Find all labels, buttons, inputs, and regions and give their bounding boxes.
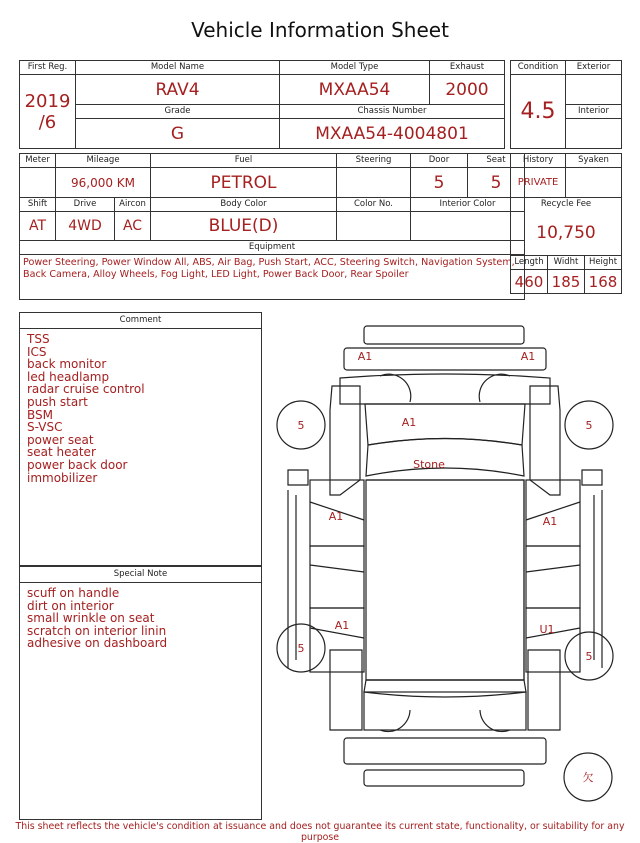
exterior-label: Exterior xyxy=(566,61,622,75)
first-reg-label: First Reg. xyxy=(20,61,76,75)
grade-label: Grade xyxy=(76,105,280,119)
comment-box xyxy=(19,312,262,566)
aircon-label: Aircon xyxy=(115,198,151,212)
model-name-label: Model Name xyxy=(76,61,280,75)
list-item: power seat xyxy=(27,432,94,447)
list-item: BSM xyxy=(27,407,53,422)
color-no-label: Color No. xyxy=(337,198,411,212)
list-item: TSS xyxy=(27,332,50,346)
list-item: led headlamp xyxy=(27,369,110,384)
mileage-value: 96,000 KM xyxy=(56,168,151,198)
exhaust-label: Exhaust xyxy=(430,61,505,75)
list-item: small wrinkle on seat xyxy=(27,611,155,626)
seat-value: 5 xyxy=(468,168,525,198)
meter-label: Meter xyxy=(20,154,56,168)
label-tire-rl: 5 xyxy=(297,642,305,655)
spec-table xyxy=(19,153,525,300)
left-rear-quarter xyxy=(310,608,364,672)
grade-value: G xyxy=(76,119,280,149)
interior-color-label: Interior Color xyxy=(411,198,525,212)
exhaust-value: 2000 xyxy=(430,75,505,105)
height-value: 168 xyxy=(585,270,622,294)
roof xyxy=(366,480,524,680)
interior-color-value xyxy=(411,212,525,241)
condition-label: Condition xyxy=(511,61,566,75)
list-item: dirt on interior xyxy=(27,598,114,613)
recycle-fee-label: Recycle Fee xyxy=(511,198,622,212)
chassis-number-value: MXAA54-4004801 xyxy=(280,119,505,149)
equipment-label: Equipment xyxy=(20,241,525,255)
label-tire-rr: 5 xyxy=(585,650,593,663)
special-note-list xyxy=(20,583,261,654)
front-panel xyxy=(340,374,550,404)
model-type-value: MXAA54 xyxy=(280,75,430,105)
model-type-label: Model Type xyxy=(280,61,430,75)
page-title: Vehicle Information Sheet xyxy=(191,18,449,42)
roof-outline xyxy=(366,480,524,680)
syaken-value xyxy=(566,168,622,198)
footer-disclaimer: This sheet reflects the vehicle's condition at issuance and does not guarantee its current state, functionality, or suitability for any purpose xyxy=(15,821,625,843)
label-windshield: Stone xyxy=(413,458,445,471)
front-bumper-top xyxy=(364,326,524,344)
fuel-label: Fuel xyxy=(151,154,337,168)
syaken-label: Syaken xyxy=(566,154,622,168)
width-value: 185 xyxy=(548,270,585,294)
first-reg-year: 2019 xyxy=(24,90,71,112)
color-no-value xyxy=(337,212,411,241)
left-rear-door xyxy=(310,546,364,608)
list-item: scuff on handle xyxy=(27,586,120,600)
list-item: push start xyxy=(27,394,88,409)
label-front-left: A1 xyxy=(357,350,373,363)
drive-value: 4WD xyxy=(56,212,115,241)
condition-table xyxy=(510,60,622,149)
label-right-rear: U1 xyxy=(539,623,555,636)
shift-label: Shift xyxy=(20,198,56,212)
interior-value xyxy=(566,119,622,149)
shift-value: AT xyxy=(20,212,56,241)
exterior-value xyxy=(566,75,622,105)
left-headlight xyxy=(380,374,411,402)
label-left-front-door: A1 xyxy=(328,510,344,523)
label-right-front-door: A1 xyxy=(542,515,558,528)
right-mirror xyxy=(582,470,602,485)
special-note-box xyxy=(19,566,262,820)
special-note-label: Special Note xyxy=(20,567,261,583)
rear-bumper-bottom xyxy=(364,770,524,786)
width-label: Widht xyxy=(548,256,585,270)
back-door xyxy=(364,692,526,730)
comment-label: Comment xyxy=(20,313,261,329)
right-rear-door xyxy=(526,546,580,608)
list-item: back monitor xyxy=(27,357,107,372)
label-hood: A1 xyxy=(401,416,417,429)
length-label: Length xyxy=(511,256,548,270)
label-tire-fr: 5 xyxy=(585,419,593,432)
length-value: 460 xyxy=(511,270,548,294)
history-value: PRIVATE xyxy=(511,168,566,198)
main-info-table xyxy=(19,60,505,149)
right-front-door xyxy=(526,480,580,546)
front-bumper xyxy=(344,348,546,370)
aircon-value: AC xyxy=(115,212,151,241)
steering-value xyxy=(337,168,411,198)
body-color-value: BLUE(D) xyxy=(151,212,337,241)
vehicle-diagram xyxy=(270,320,620,820)
right-rear-fender xyxy=(528,650,560,730)
equipment-value: Power Steering, Power Window All, ABS, Air Bag, Push Start, ACC, Steering Switch, Navigation System, Back Camera, Alloy Wheels, Fog Light, LED Light, Power Back Door, Rear Spoiler xyxy=(20,255,525,300)
condition-value: 4.5 xyxy=(511,75,566,149)
left-mirror xyxy=(288,470,308,485)
list-item: scratch on interior linin xyxy=(27,623,167,638)
windshield xyxy=(366,439,524,477)
list-item: immobilizer xyxy=(27,470,98,485)
left-taillight xyxy=(380,710,410,732)
chassis-number-label: Chassis Number xyxy=(280,105,505,119)
history-label: History xyxy=(511,154,566,168)
body-color-label: Body Color xyxy=(151,198,337,212)
right-front-fender xyxy=(530,386,560,495)
right-taillight xyxy=(480,710,510,732)
list-item: seat heater xyxy=(27,445,96,460)
list-item: ICS xyxy=(27,344,47,359)
label-spare: 欠 xyxy=(582,771,594,784)
left-front-fender xyxy=(330,386,360,495)
list-item: radar cruise control xyxy=(27,382,145,397)
door-value: 5 xyxy=(411,168,468,198)
meter-value xyxy=(20,168,56,198)
model-name-value: RAV4 xyxy=(76,75,280,105)
first-reg-value xyxy=(20,75,76,149)
label-left-rear: A1 xyxy=(334,619,350,632)
recycle-fee-value: 10,750 xyxy=(511,212,622,256)
history-table xyxy=(510,153,622,294)
rear-window xyxy=(364,680,526,697)
steering-label: Steering xyxy=(337,154,411,168)
door-label: Door xyxy=(411,154,468,168)
first-reg-month: /6 xyxy=(38,111,57,133)
list-item: S-VSC xyxy=(27,420,63,435)
height-label: Height xyxy=(585,256,622,270)
label-front-right: A1 xyxy=(520,350,536,363)
list-item: power back door xyxy=(27,457,128,472)
interior-label: Interior xyxy=(566,105,622,119)
rear-bumper xyxy=(344,738,546,764)
mileage-label: Mileage xyxy=(56,154,151,168)
label-tire-fl: 5 xyxy=(297,419,305,432)
drive-label: Drive xyxy=(56,198,115,212)
fuel-value: PETROL xyxy=(151,168,337,198)
comment-list xyxy=(20,329,261,488)
right-headlight xyxy=(479,374,510,402)
left-rear-fender xyxy=(330,650,362,730)
seat-label: Seat xyxy=(468,154,525,168)
list-item: adhesive on dashboard xyxy=(27,636,168,651)
